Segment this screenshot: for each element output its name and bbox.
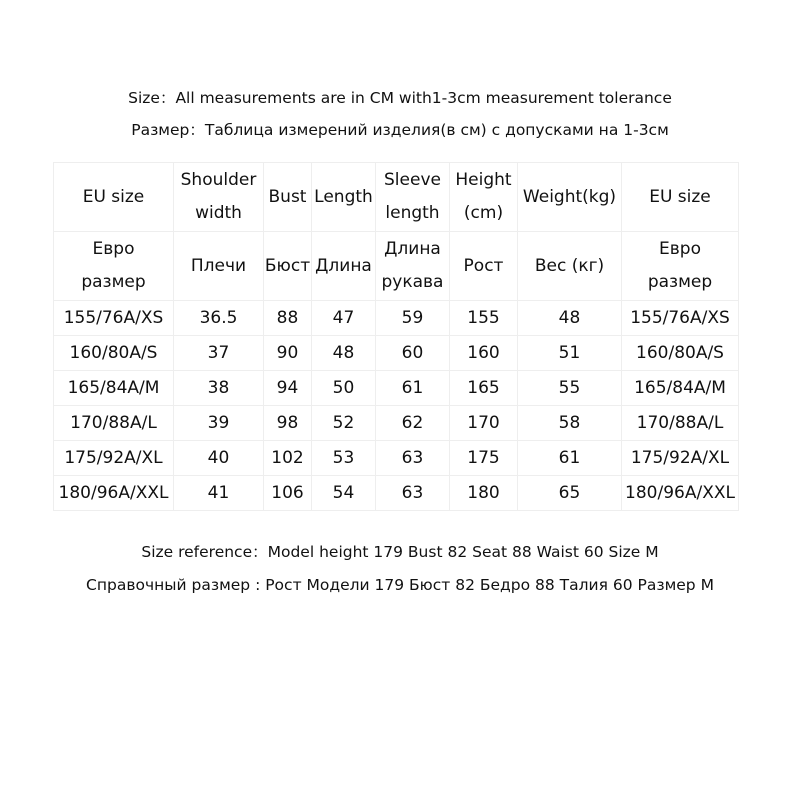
table-cell: 63 — [376, 441, 450, 476]
header-cell: Height (cm) — [450, 163, 518, 232]
header-row-en — [54, 163, 739, 232]
table-cell: 88 — [264, 301, 312, 336]
table-cell: 51 — [518, 336, 622, 371]
table-cell: 160 — [450, 336, 518, 371]
table-cell: 65 — [518, 476, 622, 511]
table-cell: 36.5 — [174, 301, 264, 336]
table-cell: 155 — [450, 301, 518, 336]
table-cell: 175/92A/XL — [622, 441, 739, 476]
table-cell: 180/96A/XXL — [54, 476, 174, 511]
table-cell: 39 — [174, 406, 264, 441]
table-cell: 60 — [376, 336, 450, 371]
table-cell: 165 — [450, 371, 518, 406]
header-cell: Length — [312, 163, 376, 232]
table-cell: 48 — [312, 336, 376, 371]
table-cell: 52 — [312, 406, 376, 441]
table-cell: 106 — [264, 476, 312, 511]
header-cell: Bust — [264, 163, 312, 232]
size-table — [53, 162, 739, 511]
header-cell: Shoulder width — [174, 163, 264, 232]
header-row-ru — [54, 232, 739, 301]
table-cell: 63 — [376, 476, 450, 511]
table-cell: 155/76A/XS — [54, 301, 174, 336]
table-cell: 180/96A/XXL — [622, 476, 739, 511]
table-row — [54, 476, 739, 511]
header-cell: Плечи — [174, 232, 264, 301]
table-cell: 54 — [312, 476, 376, 511]
table-row — [54, 406, 739, 441]
tolerance-note-en: Size：All measurements are in CM with1-3cm measurement tolerance — [128, 89, 672, 107]
table-cell: 98 — [264, 406, 312, 441]
table-cell: 55 — [518, 371, 622, 406]
header-cell: Рост — [450, 232, 518, 301]
table-cell: 170/88A/L — [622, 406, 739, 441]
table-cell: 170 — [450, 406, 518, 441]
table-cell: 165/84A/M — [622, 371, 739, 406]
header-cell: EU size — [622, 163, 739, 232]
table-cell: 38 — [174, 371, 264, 406]
table-row — [54, 336, 739, 371]
header-cell: Вес (кг) — [518, 232, 622, 301]
table-cell: 50 — [312, 371, 376, 406]
table-cell: 62 — [376, 406, 450, 441]
table-cell: 160/80A/S — [54, 336, 174, 371]
table-cell: 170/88A/L — [54, 406, 174, 441]
table-cell: 160/80A/S — [622, 336, 739, 371]
header-cell: Длина — [312, 232, 376, 301]
table-cell: 53 — [312, 441, 376, 476]
header-cell: Евро размер — [54, 232, 174, 301]
size-reference-ru: Справочный размер : Рост Модели 179 Бюст 82 Бедро 88 Талия 60 Размер М — [86, 576, 714, 594]
header-cell: Weight(kg) — [518, 163, 622, 232]
size-reference-en: Size reference：Model height 179 Bust 82 Seat 88 Waist 60 Size M — [141, 543, 659, 561]
table-cell: 61 — [518, 441, 622, 476]
table-cell: 41 — [174, 476, 264, 511]
tolerance-note-ru: Размер：Таблица измерений изделия(в см) с допусками на 1-3см — [131, 121, 669, 139]
table-row — [54, 371, 739, 406]
table-cell: 165/84A/M — [54, 371, 174, 406]
table-cell: 155/76A/XS — [622, 301, 739, 336]
table-cell: 180 — [450, 476, 518, 511]
table-cell: 58 — [518, 406, 622, 441]
table-row — [54, 301, 739, 336]
table-cell: 37 — [174, 336, 264, 371]
header-cell: EU size — [54, 163, 174, 232]
table-cell: 47 — [312, 301, 376, 336]
header-cell: Бюст — [264, 232, 312, 301]
table-cell: 175/92A/XL — [54, 441, 174, 476]
table-cell: 90 — [264, 336, 312, 371]
table-cell: 61 — [376, 371, 450, 406]
header-cell: Длина рукава — [376, 232, 450, 301]
header-cell: Евро размер — [622, 232, 739, 301]
table-cell: 102 — [264, 441, 312, 476]
table-cell: 40 — [174, 441, 264, 476]
table-cell: 59 — [376, 301, 450, 336]
table-row — [54, 441, 739, 476]
header-cell: Sleeve length — [376, 163, 450, 232]
table-cell: 175 — [450, 441, 518, 476]
table-cell: 94 — [264, 371, 312, 406]
table-cell: 48 — [518, 301, 622, 336]
